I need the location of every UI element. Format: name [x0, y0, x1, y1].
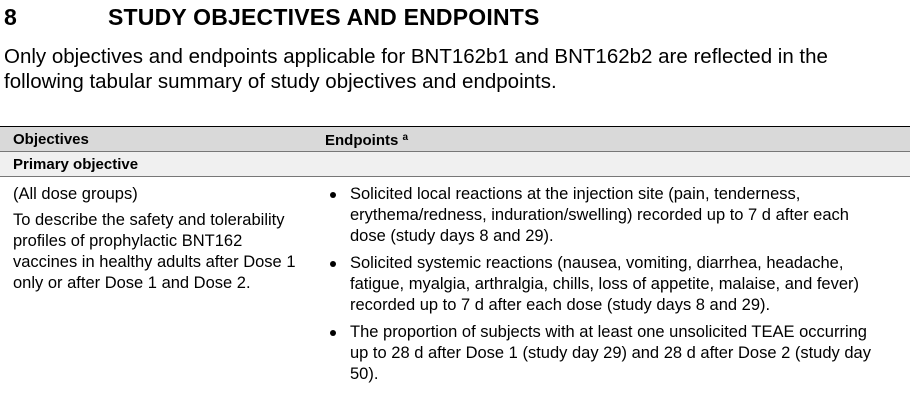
endpoint-item-systemic-reactions: Solicited systemic reactions (nausea, vomiting, diarrhea, headache, fatigue, myalgia, arthralgia, chills, loss of appetite, malaise, and fever) recorded up to 7 d after each dose (study days 8 and 29). [326, 253, 880, 316]
intro-paragraph: Only objectives and endpoints applicable for BNT162b1 and BNT162b2 are reflected in the following tabular summary of study objectives and endpoints. [4, 45, 828, 93]
endpoint-item-teae: The proportion of subjects with at least one unsolicited TEAE occurring up to 28 d after Dose 1 (study day 29) and 28 d after Dose 2 (study day 50). [326, 322, 880, 385]
endpoints-list [326, 184, 880, 385]
endpoints-cell [312, 177, 910, 392]
objective-cell [0, 177, 312, 392]
endpoints-footnote-marker: a [402, 132, 409, 143]
objective-group: (All dose groups) [13, 185, 138, 203]
objectives-endpoints-table [0, 126, 910, 391]
table-row [0, 177, 910, 392]
objectives-column-header: Objectives [0, 127, 312, 152]
section-number: 8 [4, 4, 17, 30]
primary-objective-label: Primary objective [0, 152, 910, 177]
table-header-row [0, 127, 910, 152]
section-title: STUDY OBJECTIVES AND ENDPOINTS [108, 4, 540, 30]
objective-description: To describe the safety and tolerability profiles of prophylactic BNT162 vaccines in healthy adults after Dose 1 only or after Dose 1 and Dose 2. [13, 211, 296, 292]
endpoints-column-header: Endpoints $^a$ [312, 127, 910, 152]
section-row [0, 152, 910, 177]
section-heading [4, 4, 540, 31]
endpoint-item-local-reactions: Solicited local reactions at the injection site (pain, tenderness, erythema/redness, induration/swelling) recorded up to 7 d after each dose (study days 8 and 29). [326, 184, 880, 247]
